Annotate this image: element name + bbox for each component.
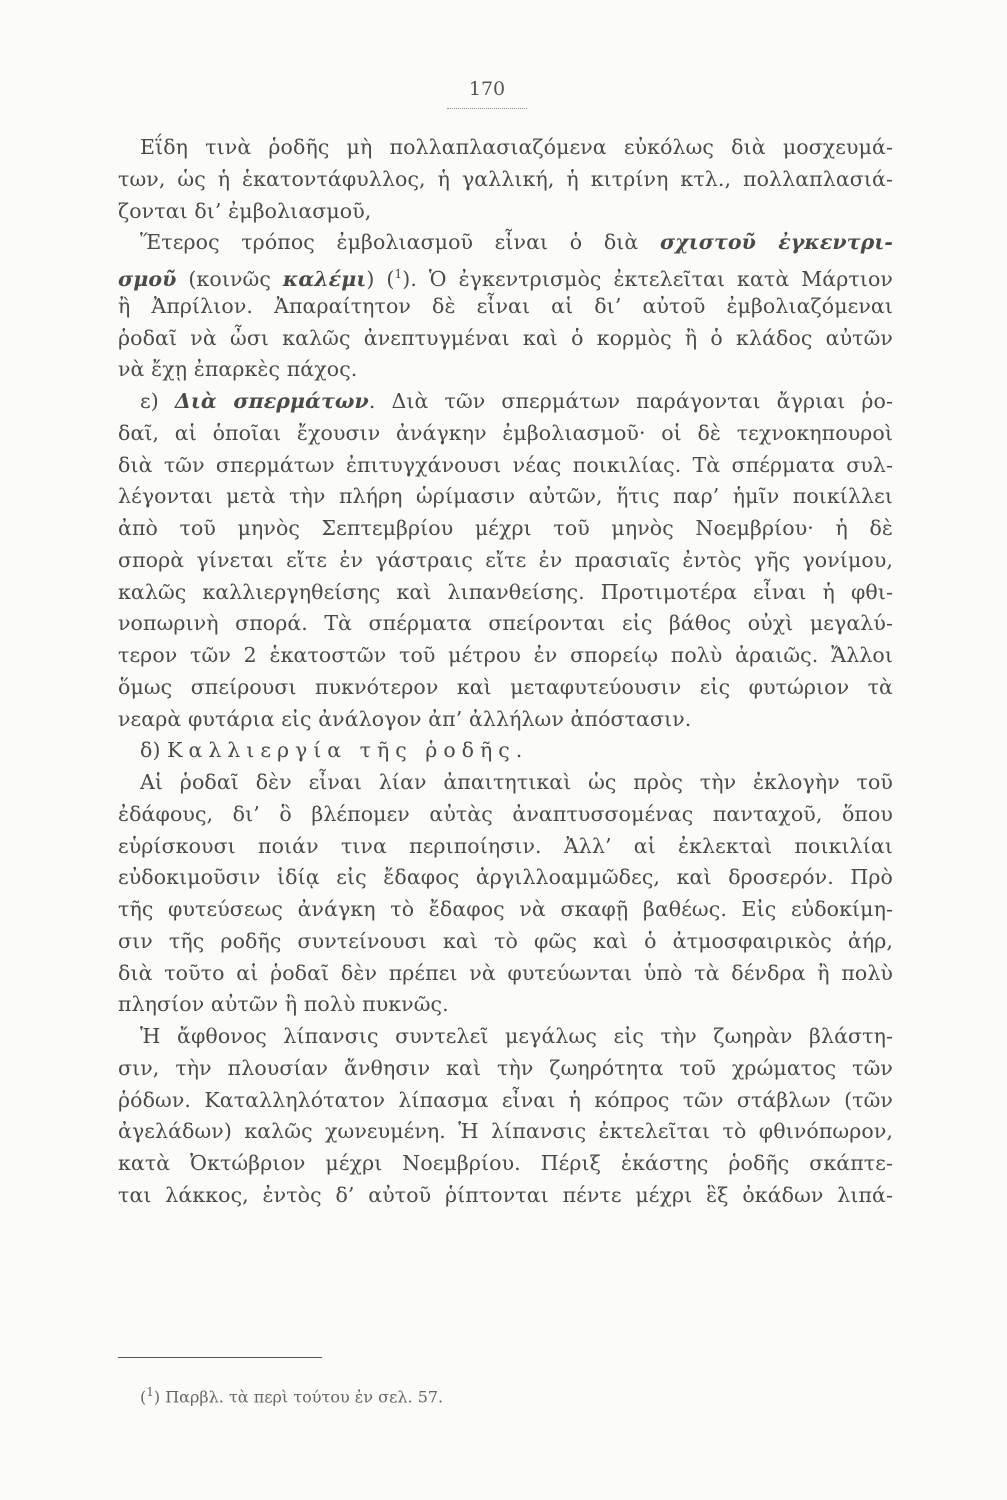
- emphasis-text: καλέμι: [282, 266, 367, 291]
- text-segment: νεαρὰ φυτάρια εἰς ἀνάλογον ἀπ’ ἀλλήλων ἀπόστασιν.: [118, 707, 692, 731]
- text-line: [118, 863, 893, 891]
- text-line: [118, 197, 893, 225]
- text-line: [118, 1054, 893, 1082]
- text-line: [118, 927, 893, 955]
- text-line: [118, 419, 893, 447]
- text-segment: διὰ τοῦτο αἱ ῥοδαῖ δὲν πρέπει νὰ φυτεύωνται ὑπὸ τὰ δένδρα ἢ πολὺ: [118, 961, 893, 985]
- text-segment: ε): [140, 389, 175, 413]
- text-segment: σιν τῆς ροδῆς συντείνουσι καὶ τὸ φῶς καὶ ὁ ἀτμοσφαιρικὸς ἀήρ,: [118, 929, 893, 953]
- text-line: [118, 832, 893, 860]
- text-line: [118, 990, 893, 1018]
- text-line: [118, 355, 893, 383]
- text-line: [118, 1086, 893, 1114]
- footnote: [140, 1385, 443, 1406]
- text-line: [118, 165, 893, 193]
- text-line: [118, 1149, 893, 1177]
- text-segment: νοπωρινὴ σπορά. Τὰ σπέρματα σπείρονται εἰς βάθος οὐχὶ μεγαλύ-: [118, 611, 893, 635]
- text-segment: ται λάκκος, ἐντὸς δ’ αὐτοῦ ῥίπτονται πέντε μέχρι ἓξ ὀκάδων λιπά-: [118, 1183, 893, 1207]
- page-number: 170: [468, 78, 506, 100]
- text-line: [118, 324, 893, 352]
- text-segment: ἀπὸ τοῦ μηνὸς Σεπτεμβρίου μέχρι τοῦ μηνὸς Νοεμβρίου· ἡ δὲ: [118, 516, 893, 540]
- text-line: [118, 578, 893, 606]
- text-line: [118, 800, 893, 828]
- text-segment: σπορὰ γίνεται εἴτε ἐν γάστραις εἴτε ἐν πρασιαῖς ἐντὸς γῆς γονίμου,: [118, 548, 893, 572]
- text-segment: ῥόδων. Καταλληλότατον λίπασμα εἶναι ἡ κόπρος τῶν στάβλων (τῶν: [118, 1088, 893, 1112]
- footnote-marker: 1: [146, 1385, 154, 1399]
- text-segment: Αἱ ῥοδαῖ δὲν εἶναι λίαν ἀπαιτητικαὶ ὡς πρὸς τὴν ἐκλογὴν τοῦ: [140, 770, 893, 794]
- text-segment: ἐδάφους, δι’ ὃ βλέπομεν αὐτὰς ἀναπτυσσομένας πανταχοῦ, ὅπου: [118, 802, 893, 826]
- text-line: [118, 482, 893, 510]
- text-line: [140, 1022, 893, 1050]
- text-segment: ) (: [366, 266, 395, 291]
- text-segment: ). Ὁ ἐγκεντρισμὸς ἐκτελεῖται κατὰ Μάρτιον: [402, 266, 893, 291]
- text-segment: ῥοδαῖ νὰ ὦσι καλῶς ἀνεπτυγμέναι καὶ ὁ κορμὸς ἢ ὁ κλάδος αὐτῶν: [118, 326, 893, 350]
- text-line: [118, 546, 893, 574]
- text-segment: των, ὡς ἡ ἑκατοντάφυλλος, ἡ γαλλική, ἡ κιτρίνη κτλ., πολλαπλασιά-: [118, 167, 893, 191]
- text-segment: σιν, τὴν πλουσίαν ἄνθησιν καὶ τὴν ζωηρότητα τοῦ χρώματος τῶν: [118, 1056, 893, 1080]
- text-segment: Εΐδη τινὰ ῥοδῆς μὴ πολλαπλασιαζόμενα εὐκόλως διὰ μοσχευμά-: [140, 135, 893, 159]
- text-line: [118, 641, 893, 669]
- text-segment: Ἡ ἄφθονος λίπανσις συντελεῖ μεγάλως εἰς τὴν ζωηρὰν βλάστη-: [140, 1024, 893, 1048]
- footnote-open-paren: (: [140, 1387, 147, 1407]
- text-segment: ζονται δι’ ἐμβολιασμοῦ,: [118, 199, 372, 223]
- text-segment: τῆς φυτεύσεως ἀνάγκη τὸ ἔδαφος νὰ σκαφῇ βαθέως. Εἰς εὐδοκίμη-: [118, 897, 893, 921]
- emphasis-text: σμοῦ: [118, 266, 177, 291]
- text-segment: ὅμως σπείρουσι πυκνότερον καὶ μεταφυτεύουσιν εἰς φυτώριον τὰ: [118, 675, 893, 699]
- text-segment: ἢ Ἀπρίλιον. Ἀπαραίτητον δὲ εἶναι αἱ δι’ αὐτοῦ ἐμβολιαζόμεναι: [118, 294, 893, 318]
- text-segment: εὑρίσκουσι ποιάν τινα περιποίησιν. Ἀλλ’ αἱ ἐκλεκταὶ ποικιλίαι: [118, 834, 893, 858]
- text-line: [118, 673, 893, 701]
- text-segment: λέγονται μετὰ τὴν πλήρη ὡρίμασιν αὐτῶν, ἥτις παρ’ ἡμῖν ποικίλλει: [118, 484, 893, 508]
- emphasis-text: σχιστοῦ ἐγκεντρι-: [659, 230, 893, 254]
- text-segment: ἀγελάδων) καλῶς χωνευμένη. Ἡ λίπανσις ἐκτελεῖται τὸ φθινόπωρον,: [118, 1119, 893, 1143]
- text-segment: νὰ ἔχῃ ἐπαρκὲς πάχος.: [118, 357, 358, 381]
- text-line: [140, 736, 893, 764]
- text-line: [118, 959, 893, 987]
- text-segment: εὐδοκιμοῦσιν ἰδίᾳ εἰς ἔδαφος ἀργιλλοαμμῶδες, καὶ δροσερόν. Πρὸ: [118, 865, 893, 889]
- text-line: [118, 514, 893, 542]
- text-line: [118, 292, 893, 320]
- text-line: [140, 387, 893, 415]
- text-segment: καλῶς καλλιεργηθείσης καὶ λιπανθείσης. Προτιμοτέρα εἶναι ἡ φθι-: [118, 580, 893, 604]
- text-line: [140, 768, 893, 796]
- text-segment: δ): [140, 738, 168, 762]
- footnote-ref: 1: [394, 267, 403, 281]
- text-line: [118, 451, 893, 479]
- text-line: [118, 609, 893, 637]
- text-segment: δαῖ, αἱ ὁποῖαι ἔχουσιν ἀνάγκην ἐμβολιασμοῦ· οἱ δὲ τεχνοκηπουροὶ: [118, 421, 893, 445]
- text-line: [118, 705, 893, 733]
- text-segment: . Διὰ τῶν σπερμάτων παράγονται ἄγριαι ῥο-: [368, 389, 894, 413]
- text-segment: Ἕτερος τρόπος ἐμβολιασμοῦ εἶναι ὁ διὰ: [140, 230, 660, 254]
- footnote-text: ) Παρβλ. τὰ περὶ τούτου ἐν σελ. 57.: [153, 1387, 444, 1407]
- emphasis-text: Διὰ σπερμάτων: [174, 389, 369, 413]
- footnote-divider: [118, 1357, 322, 1358]
- text-segment: τερον τῶν 2 ἑκατοστῶν τοῦ μέτρου ἐν σπορείῳ πολὺ ἀραιῶς. Ἄλλοι: [118, 643, 893, 667]
- text-segment: διὰ τῶν σπερμάτων ἐπιτυγχάνουσι νέας ποικιλίας. Τὰ σπέρματα συλ-: [118, 453, 893, 477]
- text-line: [140, 228, 893, 256]
- text-line: [118, 1181, 893, 1209]
- text-line: [118, 260, 893, 293]
- text-segment: πλησίον αὐτῶν ἢ πολὺ πυκνῶς.: [118, 992, 449, 1016]
- section-heading: Καλλιεργία τῆς ῥοδῆς.: [167, 738, 529, 762]
- text-line: [118, 1117, 893, 1145]
- text-line: [118, 895, 893, 923]
- text-segment: κατὰ Ὀκτώβριον μέχρι Νοεμβρίου. Πέριξ ἑκάστης ῥοδῆς σκάπτε-: [118, 1151, 893, 1175]
- page-number-rule: [447, 108, 527, 109]
- text-line: [140, 133, 893, 161]
- text-segment: (κοινῶς: [176, 266, 283, 291]
